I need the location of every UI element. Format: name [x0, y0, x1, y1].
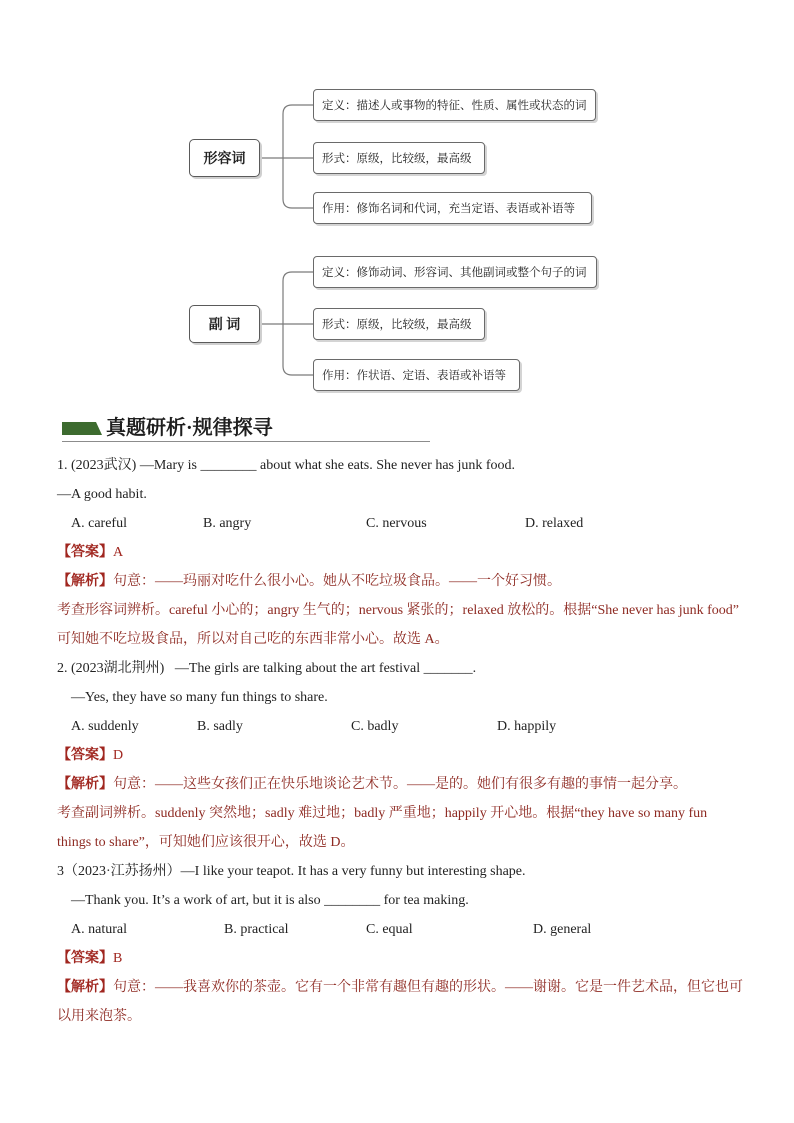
analysis-label: 【解析】	[57, 777, 113, 792]
adjective-function-node: 作用：修饰名词和代词，充当定语、表语或补语等	[313, 192, 592, 224]
analysis-text: 句意：——我喜欢你的茶壶。它有一个非常有趣但有趣的形状。——谢谢。它是一件艺术品，但它也可	[113, 980, 743, 995]
section-marker-bar	[62, 422, 104, 436]
analysis-text: 句意：——玛丽对吃什么很小心。她从不吃垃圾食品。——一个好习惯。	[113, 574, 561, 589]
adjective-form-node: 形式：原级，比较级，最高级	[313, 142, 485, 174]
analysis-line: 考查副词辨析。suddenly 突然地；sadly 难过地；badly 严重地；happily 开心地。根据“they have so many fun	[57, 806, 708, 821]
question-1	[57, 451, 757, 654]
question-stem: 2. (2023湖北荆州) —The girls are talking about the art festival _______.	[57, 661, 477, 676]
adverb-root-node: 副 词	[189, 305, 260, 343]
analysis-line: 以用来泡茶。	[57, 1009, 141, 1024]
question-3	[57, 857, 757, 1031]
analysis-label: 【解析】	[57, 574, 113, 589]
option-a: A. natural	[71, 922, 127, 937]
adjective-root-node: 形容词	[189, 139, 260, 177]
option-d: D. general	[533, 922, 592, 937]
question-stem: 3（2023·江苏扬州）—I like your teapot. It has a very funny but interesting shape.	[57, 864, 526, 879]
analysis-line: 考查形容词辨析。careful 小心的；angry 生气的；nervous 紧张的；relaxed 放松的。根据“She never has junk food”	[57, 603, 739, 618]
option-row	[57, 509, 757, 538]
adverb-definition-node: 定义：修饰动词、形容词、其他副词或整个句子的词	[313, 256, 597, 288]
analysis-line	[57, 567, 757, 596]
option-a: A. suddenly	[71, 719, 139, 734]
adverb-function-node: 作用：作状语、定语、表语或补语等	[313, 359, 520, 391]
option-row	[57, 915, 757, 944]
option-a: A. careful	[71, 516, 127, 531]
section-underline	[62, 441, 430, 442]
question-reply: —Yes, they have so many fun things to share.	[71, 690, 328, 705]
adjective-connector	[260, 105, 313, 208]
analysis-label: 【解析】	[57, 980, 113, 995]
option-b: B. sadly	[197, 719, 243, 734]
adverb-form-node: 形式：原级，比较级，最高级	[313, 308, 485, 340]
option-c: C. nervous	[366, 516, 427, 531]
analysis-text: 句意：——这些女孩们正在快乐地谈论艺术节。——是的。她们有很多有趣的事情一起分享。	[113, 777, 687, 792]
question-list	[57, 451, 757, 1031]
option-row	[57, 712, 757, 741]
answer-line	[57, 741, 757, 770]
analysis-line	[57, 973, 757, 1002]
analysis-line: things to share”，可知她们应该很开心，故选 D。	[57, 835, 355, 850]
adjective-definition-node: 定义：描述人或事物的特征、性质、属性或状态的词	[313, 89, 596, 121]
question-reply: —A good habit.	[57, 487, 147, 502]
question-reply: —Thank you. It’s a work of art, but it is also ________ for tea making.	[71, 893, 469, 908]
answer-value: D	[113, 748, 124, 763]
option-c: C. badly	[351, 719, 399, 734]
adverb-connector	[260, 272, 313, 375]
option-c: C. equal	[366, 922, 413, 937]
question-stem: 1. (2023武汉) —Mary is ________ about what she eats. She never has junk food.	[57, 458, 516, 473]
section-header	[62, 414, 430, 442]
answer-value: B	[113, 951, 123, 966]
option-b: B. angry	[203, 516, 252, 531]
answer-value: A	[113, 545, 124, 560]
option-d: D. happily	[497, 719, 557, 734]
answer-line	[57, 944, 757, 973]
answer-label: 【答案】	[57, 748, 113, 763]
analysis-line	[57, 770, 757, 799]
section-title: 真题研析·规律探寻	[106, 417, 273, 439]
answer-label: 【答案】	[57, 545, 113, 560]
option-d: D. relaxed	[525, 516, 584, 531]
analysis-line: 可知她不吃垃圾食品，所以对自己吃的东西非常小心。故选 A。	[57, 632, 449, 647]
answer-line	[57, 538, 757, 567]
question-2	[57, 654, 757, 857]
answer-label: 【答案】	[57, 951, 113, 966]
option-b: B. practical	[224, 922, 289, 937]
